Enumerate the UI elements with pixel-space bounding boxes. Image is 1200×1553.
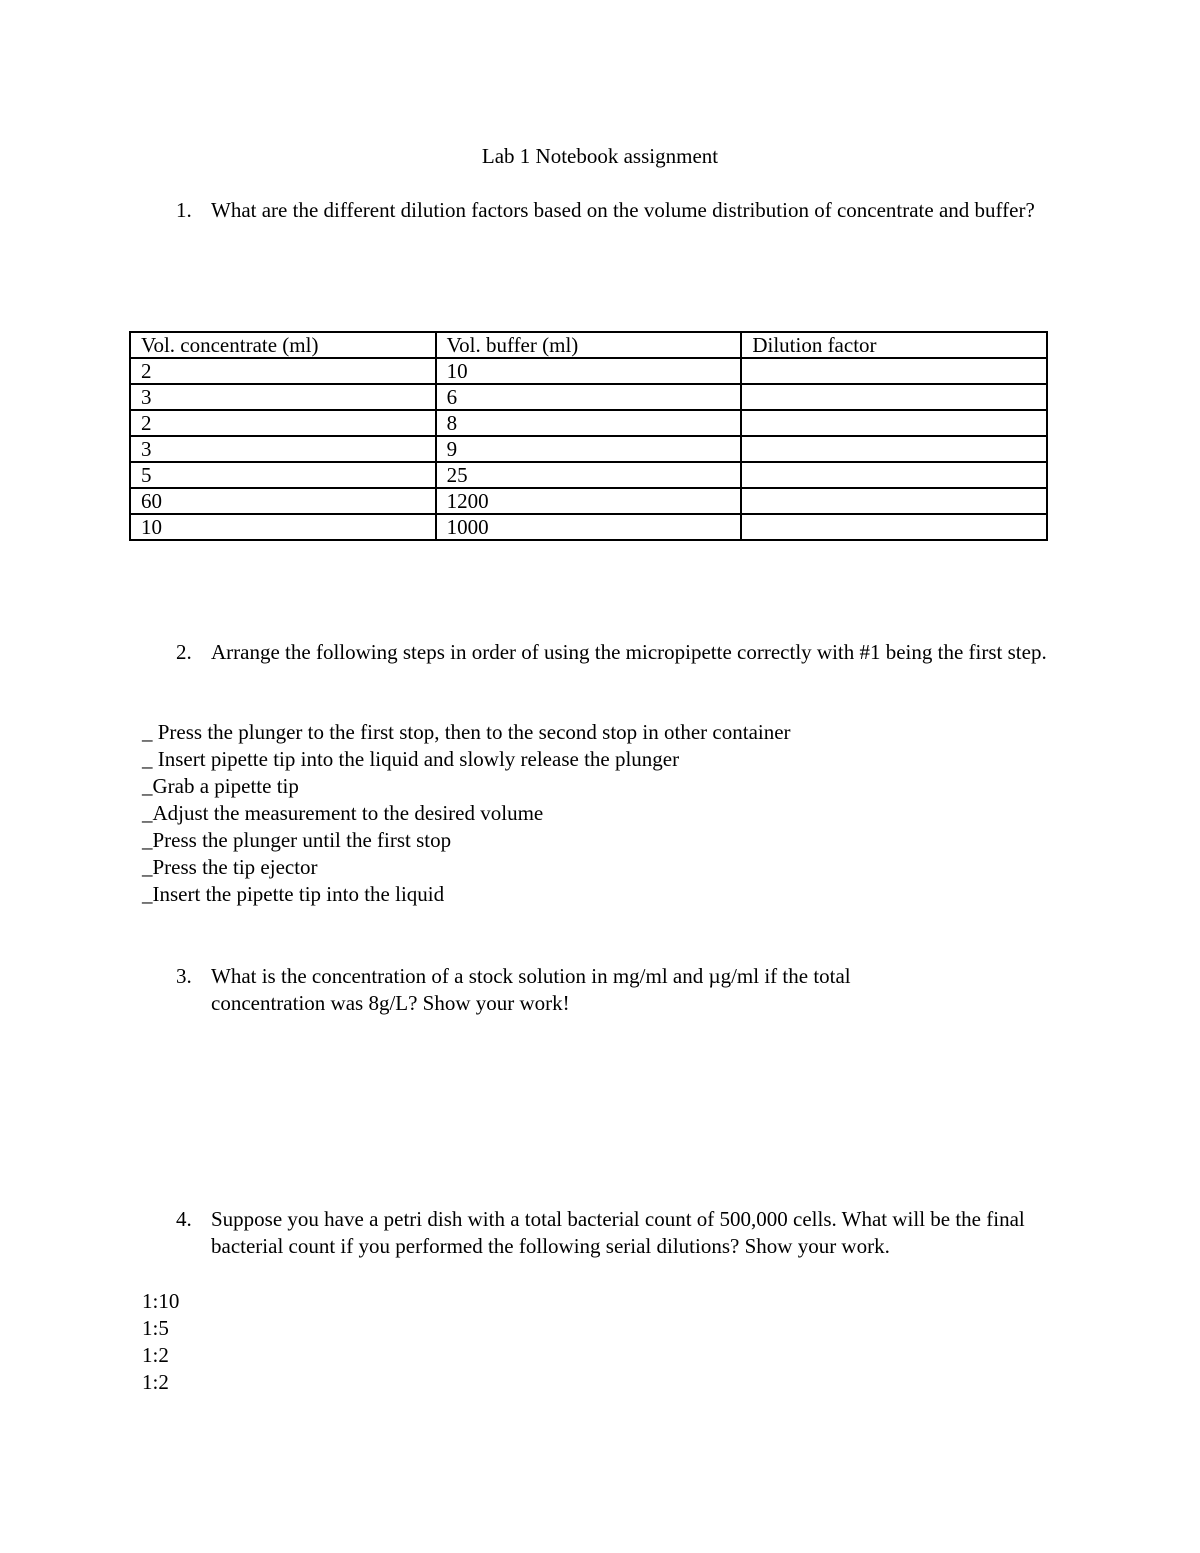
table-cell-answer[interactable] — [741, 358, 1047, 384]
table-cell: 3 — [130, 384, 436, 410]
table-row — [130, 462, 1047, 488]
table-row — [130, 384, 1047, 410]
table-row — [130, 358, 1047, 384]
document-title: Lab 1 Notebook assignment — [481, 144, 719, 168]
question-2-text: Arrange the following steps in order of using the micropipette correctly with #1 being the first step. — [211, 640, 1047, 664]
table-cell: 8 — [436, 410, 742, 436]
table-cell-answer[interactable] — [741, 410, 1047, 436]
pipette-steps-list — [142, 719, 791, 908]
list-item: _ Press the plunger to the first stop, then to the second stop in other container — [142, 720, 791, 744]
question-3-text: What is the concentration of a stock solution in mg/ml and µg/ml if the total concentration was 8g/L? Show your work! — [211, 964, 851, 1015]
list-item: _Grab a pipette tip — [142, 774, 299, 798]
question-1-number: 1. — [176, 198, 192, 222]
table-row — [130, 410, 1047, 436]
table-cell: 5 — [130, 462, 436, 488]
question-1-text: What are the different dilution factors based on the volume distribution of concentrate and buffer? — [211, 198, 1035, 222]
table-cell: 25 — [436, 462, 742, 488]
list-item: 1:10 — [142, 1289, 180, 1313]
table-header-cell: Vol. concentrate (ml) — [130, 332, 436, 358]
table-cell-answer[interactable] — [741, 384, 1047, 410]
question-4-text: Suppose you have a petri dish with a total bacterial count of 500,000 cells. What will be the final bacterial count if you performed the following serial dilutions? Show your work. — [211, 1207, 1025, 1258]
table-header-cell: Dilution factor — [741, 332, 1047, 358]
table-row — [130, 436, 1047, 462]
table-cell: 9 — [436, 436, 742, 462]
serial-dilutions-list — [142, 1288, 179, 1396]
table-header-cell: Vol. buffer (ml) — [436, 332, 742, 358]
table-cell: 1200 — [436, 488, 742, 514]
table-row — [130, 488, 1047, 514]
list-item: 1:2 — [142, 1343, 169, 1367]
dilution-table — [129, 331, 1048, 541]
table-cell-answer[interactable] — [741, 514, 1047, 540]
question-3-number: 3. — [176, 964, 192, 988]
question-2-number: 2. — [176, 640, 192, 664]
table-cell: 3 — [130, 436, 436, 462]
table-header-row — [130, 332, 1047, 358]
table-cell-answer[interactable] — [741, 436, 1047, 462]
list-item: 1:2 — [142, 1370, 169, 1394]
table-cell: 6 — [436, 384, 742, 410]
list-item: _Press the tip ejector — [142, 855, 318, 879]
table-cell: 60 — [130, 488, 436, 514]
list-item: _Press the plunger until the first stop — [142, 828, 452, 852]
table-cell-answer[interactable] — [741, 488, 1047, 514]
table-cell: 2 — [130, 358, 436, 384]
table-cell: 2 — [130, 410, 436, 436]
question-4-number: 4. — [176, 1207, 192, 1231]
table-row — [130, 514, 1047, 540]
list-item: _Insert the pipette tip into the liquid — [142, 882, 445, 906]
table-cell: 10 — [436, 358, 742, 384]
list-item: _ Insert pipette tip into the liquid and slowly release the plunger — [142, 747, 680, 771]
table-cell-answer[interactable] — [741, 462, 1047, 488]
table-cell: 10 — [130, 514, 436, 540]
list-item: 1:5 — [142, 1316, 169, 1340]
table-cell: 1000 — [436, 514, 742, 540]
list-item: _Adjust the measurement to the desired volume — [142, 801, 544, 825]
